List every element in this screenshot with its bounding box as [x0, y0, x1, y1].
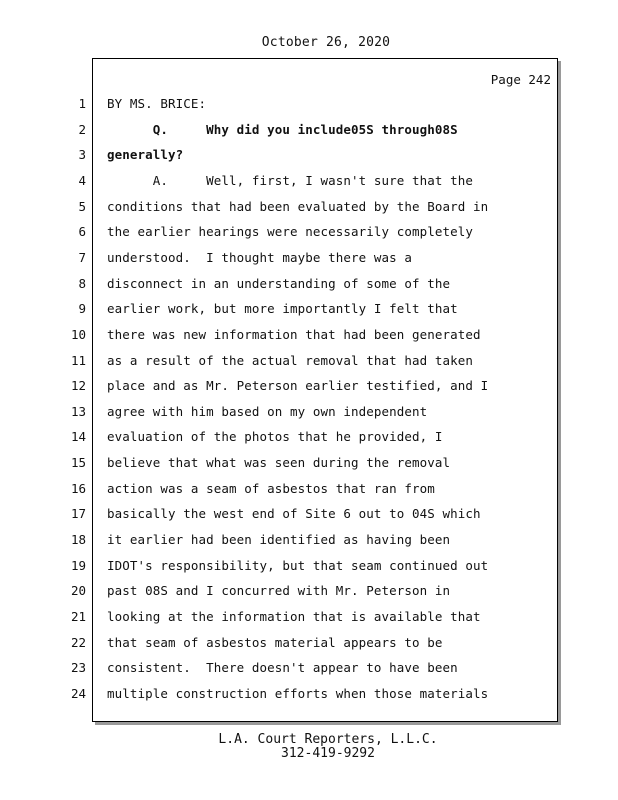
line-number: 17: [70, 506, 86, 521]
line-number: 11: [70, 353, 86, 368]
line-text: Q. Why did you include05S through08S: [107, 122, 458, 137]
line-text: agree with him based on my own independent: [107, 404, 428, 419]
line-text: BY MS. BRICE:: [107, 96, 207, 111]
line-number: 6: [78, 224, 86, 239]
line-number: 2: [78, 122, 86, 137]
line-text: earlier work, but more importantly I felt that: [107, 301, 458, 316]
line-number: 19: [70, 558, 86, 573]
line-number: 20: [70, 583, 86, 598]
line-number: 4: [78, 173, 86, 188]
line-text: generally?: [107, 147, 184, 162]
line-number: 3: [78, 147, 86, 162]
line-number: 1: [78, 96, 86, 111]
line-text: evaluation of the photos that he provided, I: [107, 429, 443, 444]
line-text: as a result of the actual removal that had taken: [107, 353, 474, 368]
line-number: 14: [70, 429, 86, 444]
line-text: multiple construction efforts when those materials: [107, 686, 489, 701]
line-number: 24: [70, 686, 86, 701]
line-text: there was new information that had been generated: [107, 327, 481, 342]
line-number: 23: [70, 660, 86, 675]
reporter-company: L.A. Court Reporters, L.L.C.: [218, 732, 438, 747]
line-text: action was a seam of asbestos that ran from: [107, 481, 435, 496]
line-text: understood. I thought maybe there was a: [107, 250, 413, 265]
line-text: consistent. There doesn't appear to have been: [107, 660, 458, 675]
line-text: past 08S and I concurred with Mr. Peterson in: [107, 583, 451, 598]
line-number: 18: [70, 532, 86, 547]
line-number: 21: [70, 609, 86, 624]
line-text: the earlier hearings were necessarily completely: [107, 224, 474, 239]
line-text: IDOT's responsibility, but that seam continued out: [107, 558, 489, 573]
line-text: it earlier had been identified as having been: [107, 532, 451, 547]
page-number: Page 242: [490, 72, 551, 87]
line-number: 9: [78, 301, 86, 316]
transcript-date: October 26, 2020: [261, 35, 391, 50]
line-number: 7: [78, 250, 86, 265]
line-number: 5: [78, 199, 86, 214]
line-text: that seam of asbestos material appears to be: [107, 635, 443, 650]
line-number: 15: [70, 455, 86, 470]
line-number: 8: [78, 276, 86, 291]
line-number: 16: [70, 481, 86, 496]
line-number: 12: [70, 378, 86, 393]
line-text: conditions that had been evaluated by the Board in: [107, 199, 489, 214]
line-number: 22: [70, 635, 86, 650]
reporter-footer: [0, 733, 618, 761]
line-number: 10: [70, 327, 86, 342]
line-text: basically the west end of Site 6 out to 04S which: [107, 506, 481, 521]
line-text: looking at the information that is available that: [107, 609, 481, 624]
line-text: place and as Mr. Peterson earlier testified, and I: [107, 378, 489, 393]
line-text: A. Well, first, I wasn't sure that the: [107, 173, 474, 188]
line-number: 13: [70, 404, 86, 419]
reporter-phone: 312-419-9292: [281, 746, 375, 761]
line-text: disconnect in an understanding of some of the: [107, 276, 451, 291]
line-text: believe that what was seen during the removal: [107, 455, 451, 470]
